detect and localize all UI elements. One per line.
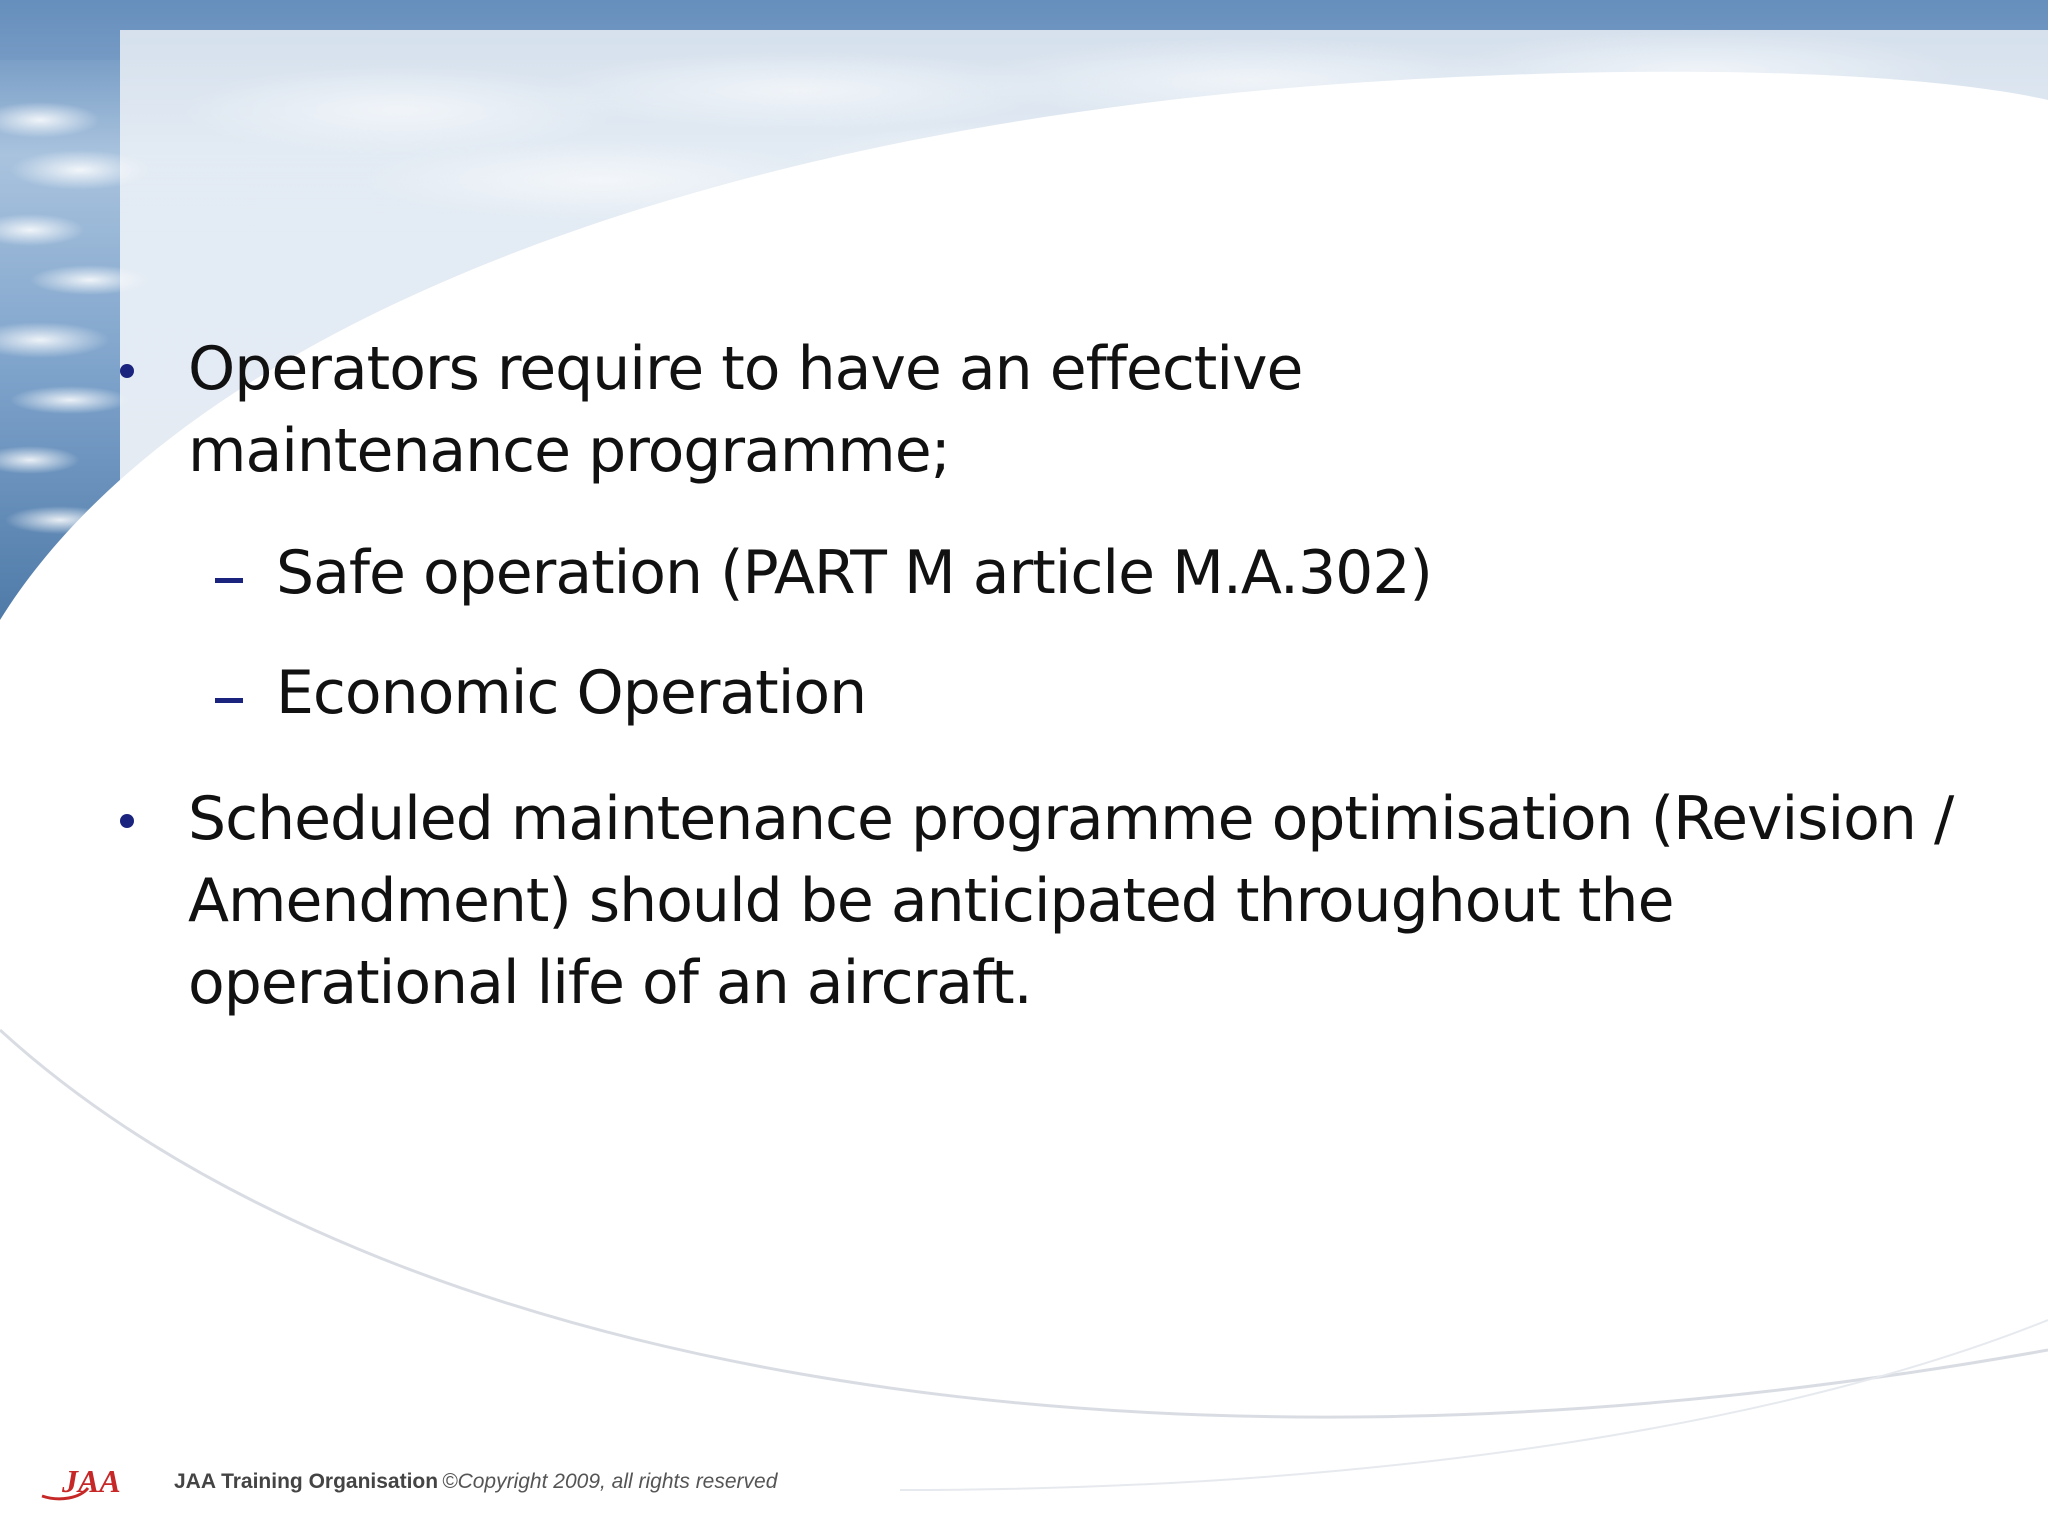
sub-bullet-2-text: Economic Operation	[276, 658, 867, 728]
bullet-2-dot	[120, 814, 134, 828]
footer-organisation: JAA Training Organisation	[174, 1470, 439, 1493]
bullet-1-dot	[120, 364, 134, 378]
sub-bullet-1-text: Safe operation (PART M article M.A.302)	[276, 538, 1432, 608]
sub-bullet-2-dash	[215, 698, 243, 703]
footer	[40, 1462, 777, 1502]
bullet-1-text: Operators require to have an effective maintenance programme;	[188, 334, 1303, 486]
bullet-2-text: Scheduled maintenance programme optimisation (Revision / Amendment) should be anticipated throughout the operational life of an aircraft.	[188, 784, 1954, 1018]
sub-bullet-1-dash	[215, 578, 243, 583]
footer-copyright: ©Copyright 2009, all rights reserved	[442, 1470, 778, 1493]
jaa-logo	[40, 1462, 170, 1502]
jaa-logo-text: JAA	[62, 1463, 121, 1499]
